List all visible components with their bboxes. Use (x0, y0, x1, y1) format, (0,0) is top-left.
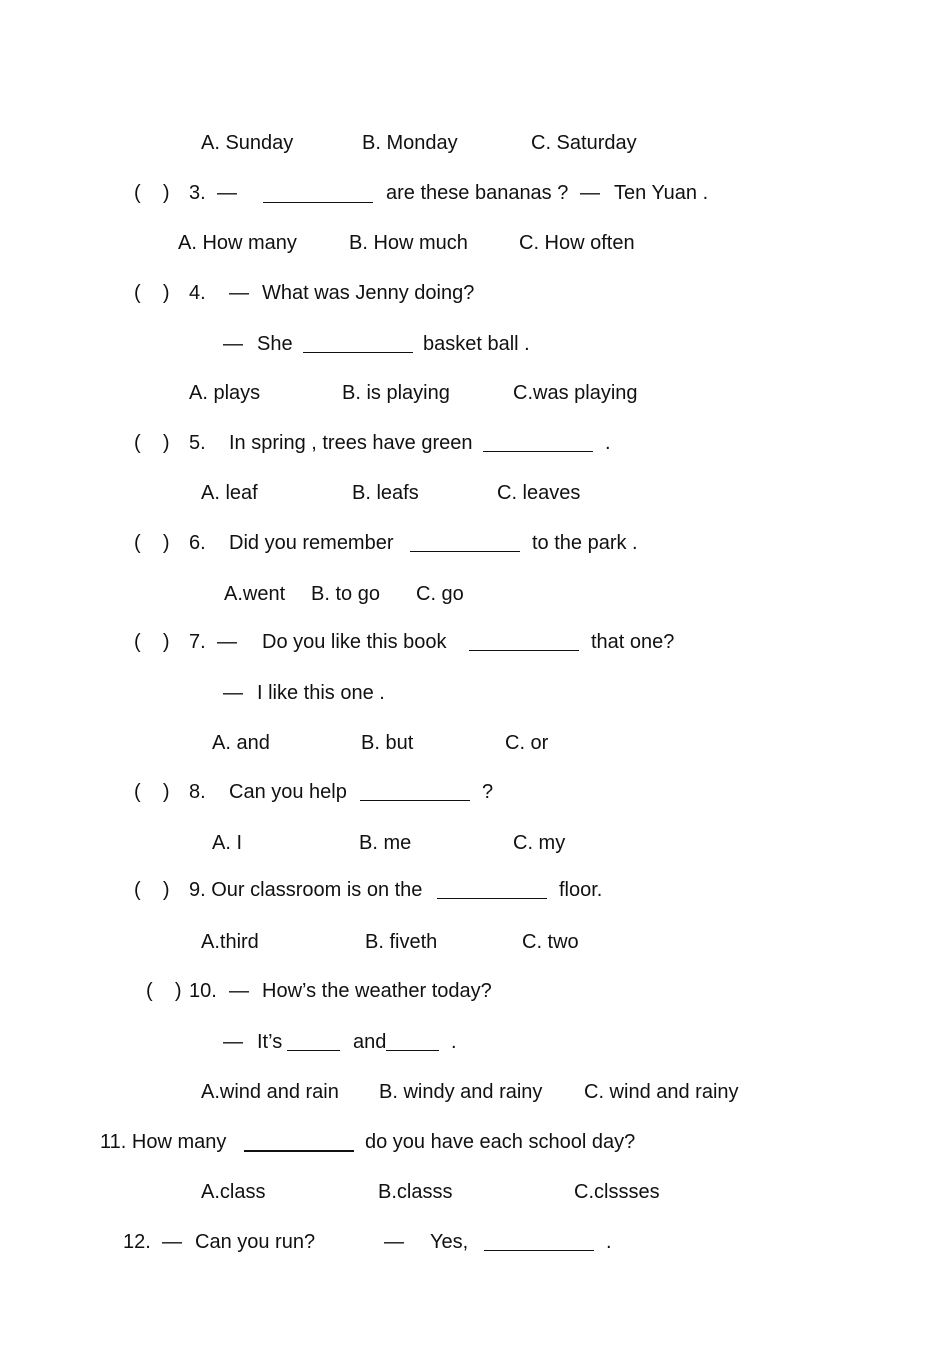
question-number: 12. (123, 1231, 151, 1253)
option-b: B. leafs (352, 482, 419, 504)
answer-paren: ( ) (134, 879, 170, 901)
question-text: Can you help (229, 781, 347, 803)
question-text: floor. (559, 879, 603, 901)
option-a: A. Sunday (201, 132, 294, 154)
question-text: Did you remember (229, 532, 394, 554)
answer-paren: ( ) (134, 432, 170, 454)
question-text: that one? (591, 631, 675, 653)
answer-blank[interactable] (287, 1050, 340, 1051)
answer-text: I like this one . (257, 682, 385, 704)
option-b: B. but (361, 732, 414, 754)
question-text: Yes, (430, 1231, 469, 1253)
question-text: Can you run? (195, 1231, 316, 1253)
option-c: C.was playing (513, 382, 638, 404)
question-number: 5. (189, 432, 206, 454)
question-text: In spring , trees have green (229, 432, 473, 454)
dialogue-dash: — (223, 333, 243, 355)
answer-blank[interactable] (386, 1050, 439, 1051)
answer-paren: ( ) (134, 182, 170, 204)
dialogue-dash: — (217, 182, 237, 204)
question-text: Do you like this book (262, 631, 447, 653)
question-number: 4. (189, 282, 206, 304)
question-end: . (606, 1231, 612, 1253)
option-a: A.wind and rain (201, 1081, 339, 1103)
answer-blank[interactable] (410, 551, 520, 552)
option-c: C. leaves (497, 482, 581, 504)
option-b: B. Monday (362, 132, 458, 154)
option-c: C. go (416, 583, 464, 605)
answer-paren: ( ) (134, 631, 170, 653)
question-text: What was Jenny doing? (262, 282, 475, 304)
option-a: A. and (212, 732, 270, 754)
option-c: C. How often (519, 232, 635, 254)
question-end: . (451, 1031, 457, 1053)
option-c: C. Saturday (531, 132, 637, 154)
option-b: B. me (359, 832, 412, 854)
answer-text: Ten Yuan . (614, 182, 709, 204)
dialogue-dash: — (384, 1231, 404, 1253)
question-text: 11. How many (100, 1131, 227, 1153)
option-b: B. to go (311, 583, 380, 605)
option-b: B.classs (378, 1181, 453, 1203)
question-text: How’s the weather today? (262, 980, 492, 1002)
answer-blank[interactable] (484, 1250, 594, 1251)
answer-paren: ( ) (134, 781, 170, 803)
question-number: 8. (189, 781, 206, 803)
dialogue-dash: — (229, 282, 249, 304)
question-text: are these bananas ? (386, 182, 569, 204)
answer-blank[interactable] (303, 352, 413, 353)
option-a: A. plays (189, 382, 261, 404)
option-a: A. leaf (201, 482, 258, 504)
answer-blank[interactable] (244, 1150, 354, 1152)
question-text: and (353, 1031, 387, 1053)
question-text: She (257, 333, 293, 355)
question-text: 9. Our classroom is on the (189, 879, 423, 901)
question-text: to the park . (532, 532, 638, 554)
dialogue-dash: — (223, 1031, 243, 1053)
option-c: C. my (513, 832, 566, 854)
option-a: A. I (212, 832, 243, 854)
question-number: 10. (189, 980, 217, 1002)
question-number: 7. (189, 631, 206, 653)
answer-paren: ( ) (134, 532, 170, 554)
answer-paren: ( ) (146, 980, 182, 1002)
option-a: A.third (201, 931, 259, 953)
dialogue-dash: — (223, 682, 243, 704)
dialogue-dash: — (229, 980, 249, 1002)
option-a: A.class (201, 1181, 266, 1203)
answer-blank[interactable] (483, 451, 593, 452)
answer-paren: ( ) (134, 282, 170, 304)
option-c: C. two (522, 931, 579, 953)
dialogue-dash: — (162, 1231, 182, 1253)
answer-blank[interactable] (263, 202, 373, 203)
option-c: C. or (505, 732, 549, 754)
dialogue-dash: — (217, 631, 237, 653)
option-c: C. wind and rainy (584, 1081, 739, 1103)
option-a: A. How many (178, 232, 297, 254)
answer-blank[interactable] (437, 898, 547, 899)
option-b: B. is playing (342, 382, 450, 404)
option-c: C.clssses (574, 1181, 660, 1203)
question-text: It’s (257, 1031, 283, 1053)
question-text: do you have each school day? (365, 1131, 636, 1153)
option-b: B. fiveth (365, 931, 438, 953)
option-b: B. windy and rainy (379, 1081, 543, 1103)
answer-blank[interactable] (469, 650, 579, 651)
answer-blank[interactable] (360, 800, 470, 801)
question-end: . (605, 432, 611, 454)
question-end: ? (482, 781, 494, 803)
question-text: basket ball . (423, 333, 530, 355)
question-number: 6. (189, 532, 206, 554)
option-b: B. How much (349, 232, 468, 254)
dialogue-dash: — (580, 182, 600, 204)
question-number: 3. (189, 182, 206, 204)
option-a: A.went (224, 583, 286, 605)
